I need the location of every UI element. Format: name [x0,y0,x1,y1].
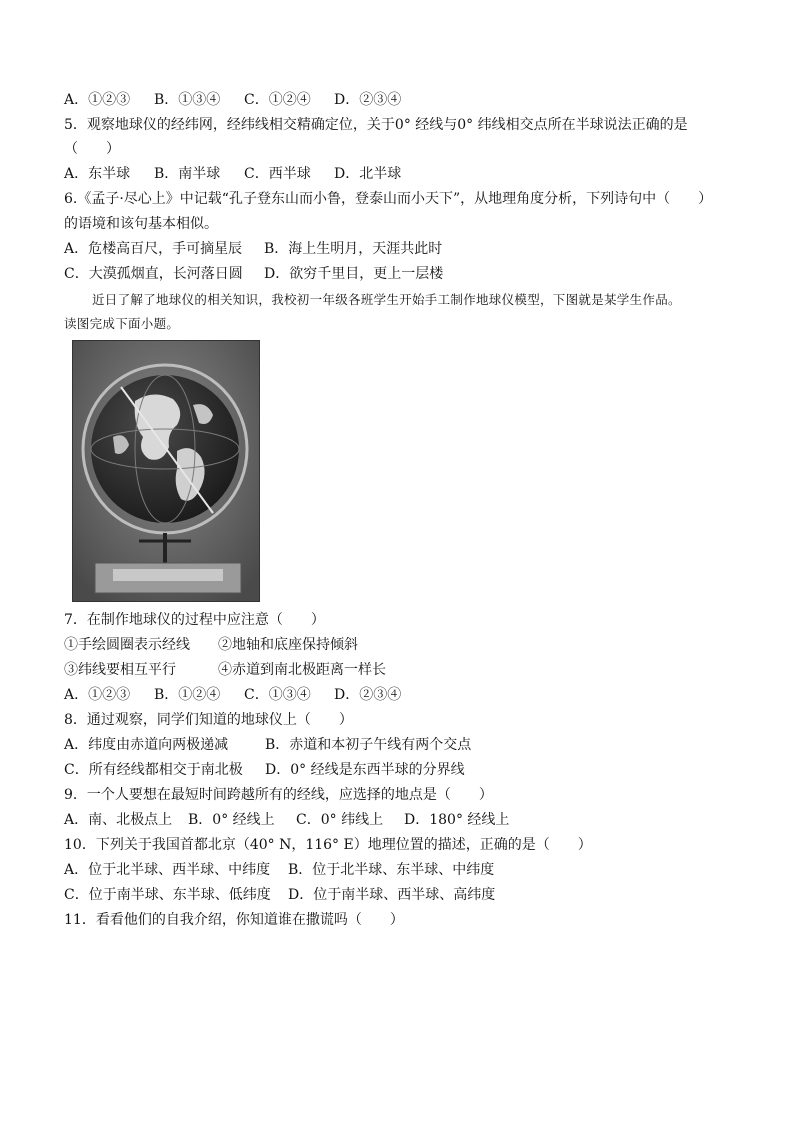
globe-model-photo [72,340,260,602]
q8-stem: 8．通过观察，同学们知道的地球仪上（ ） [64,712,353,728]
q7-stem: 7．在制作地球仪的过程中应注意（ ） [64,612,325,628]
q5-options [64,164,402,184]
q5-option-c: C．西半球 [244,166,311,182]
q10-option-a: A．位于北半球、西半球、中纬度 [64,862,271,878]
q7-items-row2 [64,660,386,680]
q10-option-c: C．位于南半球、东半球、低纬度 [64,887,271,903]
q5-option-d: D．北半球 [334,166,402,182]
q6-options-row1 [64,239,443,259]
q7-option-a: A．①②③ [64,687,131,703]
q5-stem-bracket: （ ） [64,141,120,157]
q6-option-c: C．大漠孤烟直，长河落日圆 [64,266,243,282]
q7-options [64,685,402,705]
q8-option-d: D．0° 经线是东西半球的分界线 [265,762,465,778]
q8-option-c: C．所有经线都相交于南北极 [64,762,243,778]
q10-options-row1 [64,860,495,880]
globe-model-image [73,341,259,601]
q6-options-row2 [64,264,444,284]
q9-stem: 9．一个人要想在最短时间跨越所有的经线，应选择的地点是（ ） [64,787,493,803]
q5-stem: 5．观察地球仪的经纬网，经纬线相交精确定位，关于0° 经线与0° 纬线相交点所在半球说法正确的是 [64,117,688,133]
q9-option-a: A．南、北极点上 [64,812,173,828]
q4-option-b: B．①③④ [154,92,221,108]
q7-items-row1 [64,635,358,655]
q6-option-d: D．欲穷千里目，更上一层楼 [264,266,444,282]
q6-stem-cont: 的语境和该句基本相似。 [64,216,218,232]
intro-line2: 读图完成下面小题。 [64,316,180,331]
q7-option-d: D．②③④ [334,687,402,703]
q8-option-b: B．赤道和本初子午线有两个交点 [265,737,472,753]
q8-options-row1 [64,735,472,755]
q11-stem: 11．看看他们的自我介绍，你知道谁在撒谎吗（ ） [64,912,404,928]
intro-line1: 近日了解了地球仪的相关知识，我校初一年级各班学生开始手工制作地球仪模型，下图就是某学生作品。 [92,292,681,307]
q9-option-d: D．180° 经线上 [404,812,510,828]
q6-stem: 6.《孟子·尽心上》中记载“孔子登东山而小鲁，登泰山而小天下”，从地理角度分析，下列诗句中（ ） [64,191,713,207]
q4-option-d: D．②③④ [334,92,402,108]
q9-option-c: C．0° 纬线上 [296,812,384,828]
q9-option-b: B．0° 经线上 [188,812,275,828]
q6-option-b: B．海上生明月，天涯共此时 [264,241,443,257]
q7-item-3: ③纬线要相互平行 [64,662,176,678]
q10-option-b: B．位于北半球、东半球、中纬度 [288,862,495,878]
q7-item-1: ①手绘圆圈表示经线 [64,637,190,653]
q4-option-c: C．①②④ [244,92,311,108]
q5-option-a: A．东半球 [64,166,131,182]
q5-option-b: B．南半球 [154,166,221,182]
q9-options [64,810,510,830]
q4-options [64,90,402,110]
q10-option-d: D．位于南半球、西半球、高纬度 [288,887,496,903]
q8-options-row2 [64,760,465,780]
q6-option-a: A．危楼高百尺，手可摘星辰 [64,241,243,257]
q7-item-2: ②地轴和底座保持倾斜 [218,637,358,653]
q7-item-4: ④赤道到南北极距离一样长 [218,662,386,678]
q10-stem: 10．下列关于我国首都北京（40° N，116° E）地理位置的描述，正确的是（ ） [64,837,592,853]
q4-option-a: A．①②③ [64,92,131,108]
q10-options-row2 [64,885,496,905]
q7-option-b: B．①②④ [154,687,221,703]
q8-option-a: A．纬度由赤道向两极递减 [64,737,229,753]
q7-option-c: C．①③④ [244,687,311,703]
